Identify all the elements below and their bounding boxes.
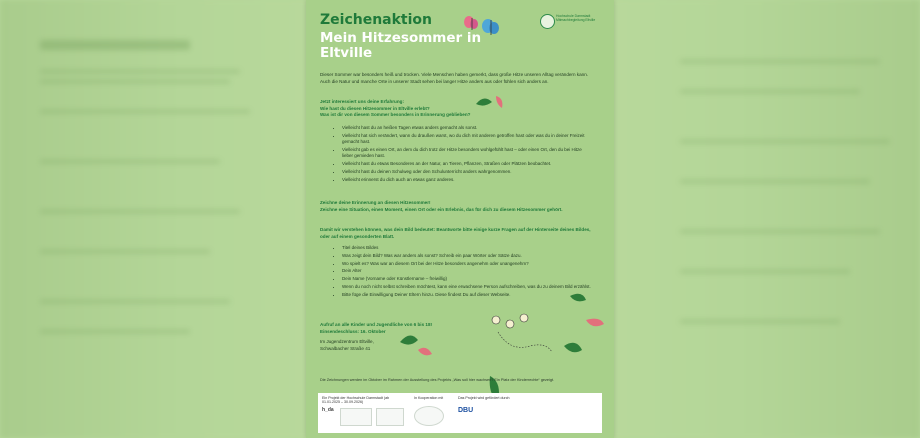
leaves-icon bbox=[560, 290, 610, 370]
butterflies-icon bbox=[462, 14, 502, 40]
explain-block: Damit wir verstehen können, was dein Bild bedeutet: Beantworte bitte einige kurze Fragen auf der Hinterseite deines Bildes, oder auf einem gesonderten Blatt. bbox=[320, 227, 591, 239]
list-item: • Vielleicht erinnerst du dich auch an etwas ganz anderes. bbox=[342, 177, 592, 183]
organization-logo-text: Hochschule Darmstadt Mitmachbegleitung Eltville bbox=[556, 14, 596, 23]
list-item: • Was zeigt dein Bild? Was war anders als sonst? Schreib ein paar Wörter oder Sätze dazu. bbox=[342, 253, 592, 259]
call-block bbox=[320, 200, 594, 213]
question-block bbox=[320, 99, 594, 119]
poster-subtitle: Mein Hitzesommer in Eltville bbox=[320, 30, 482, 61]
list-item: • Bitte füge die Einwilligung Deiner Eltern hinzu. Diese findest Du auf dieser Webseite. bbox=[342, 292, 592, 298]
list-item: • Dein Alter bbox=[342, 268, 592, 274]
footer-project-credit: Ein Projekt der Hochschule Darmstadt (ab 01.01.2025 – 30.09.2026) bbox=[322, 396, 390, 405]
list-item: • Vielleicht hat sich verändert, wann du draußen warst, wo du dich mit anderen getroffen hast oder was du in deiner Freizeit gemacht hast. bbox=[342, 133, 592, 146]
intro-text: Dieser Sommer war besonders heiß und trocken. Viele Menschen haben gemerkt, dass große Hitze unseren Alltag verändern kann. Auch die Natur und manche Orte in unserer Stadt sehen bei langer Hitze anders aus oder fühlen sich anders an. bbox=[320, 72, 589, 84]
cooperation-logo-icon bbox=[414, 406, 444, 426]
leaves-icon bbox=[396, 328, 436, 362]
list-item: • Vielleicht gab es einen Ort, an dem du dich trotz der Hitze besonders wohlgefühlt hast – oder einen Ort, den du bei Hitze lieber gemieden hast. bbox=[342, 147, 592, 160]
organization-logo-icon bbox=[540, 14, 555, 29]
call-line-1: Zeichne deine Erinnerung an diesen Hitzesommer! bbox=[320, 200, 431, 205]
question-line-1: Jetzt interessiert uns deine Erfahrung: bbox=[320, 99, 404, 104]
fineprint-text: Die Zeichnungen werden im Oktober im Rahmen der Ausstellung des Projekts „Was soll hier wachsen? Ein Platz der Kinderrechte“ gezeigt. bbox=[320, 378, 555, 382]
poster bbox=[306, 0, 614, 438]
question-line-3: Was ist dir von diesem Sommer besonders in Erinnerung geblieben? bbox=[320, 112, 471, 118]
dbu-logo: DBU bbox=[458, 407, 474, 414]
background-ghost-right bbox=[620, 0, 920, 438]
partner-logo-icon bbox=[376, 408, 404, 426]
list-item: • Titel deines Bildes bbox=[342, 245, 592, 251]
list-item: • Vielleicht hast du an heißen Tagen etwas anders gemacht als sonst. bbox=[342, 125, 592, 131]
footer-funding-label: Das Projekt wird gefördert durch bbox=[458, 396, 510, 400]
list-item: • Vielleicht hast du deinen Schulweg oder den Schulunterricht anders wahrgenommen. bbox=[342, 169, 592, 175]
list-item: • Wo spielt es? Was war an diesem Ort bei der Hitze besonders angenehm oder unangenehm? bbox=[342, 261, 592, 267]
questions-bullet-list bbox=[336, 245, 592, 300]
call-line-2: Zeichne eine Situation, einen Moment, einen Ort oder ein Erlebnis, das für dich zu diesem Hitzesommer gehört. bbox=[320, 206, 563, 212]
leaves-icon bbox=[472, 92, 512, 122]
appeal-line-1: Aufruf an alle Kinder und Jugendliche von 6 bis 18! bbox=[320, 322, 433, 327]
poster-title: Zeichenaktion bbox=[320, 12, 433, 28]
appeal-line-2: Einsendeschluss: 16. Oktober bbox=[320, 328, 386, 334]
list-item: • Wenn du noch nicht selbst schreiben möchtest, kann eine erwachsene Person aufschreiben, was du zu deinem Bild erzählst. bbox=[342, 284, 592, 290]
sponsor-footer bbox=[318, 393, 602, 433]
list-item: • Dein Name (Vorname oder Künstlername – freiwillig) bbox=[342, 276, 592, 282]
address-line-2: Schwalbacher Straße 41 bbox=[320, 345, 371, 351]
address-line-1: Im Jugendzentrum Eltville, bbox=[320, 339, 374, 344]
experience-bullet-list bbox=[336, 125, 592, 185]
bees-icon bbox=[490, 312, 560, 362]
hda-logo: h_da bbox=[322, 407, 334, 413]
footer-cooperation-label: In Kooperation mit bbox=[414, 396, 444, 400]
background-ghost-left bbox=[0, 0, 300, 438]
question-line-2: Wie hast du diesen Hitzesommer in Eltville erlebt? bbox=[320, 105, 430, 111]
partner-logo-icon bbox=[340, 408, 372, 426]
list-item: • Vielleicht hast du etwas Besonderes an der Natur, an Tieren, Pflanzen, Straßen oder Plätzen beobachtet. bbox=[342, 161, 592, 167]
